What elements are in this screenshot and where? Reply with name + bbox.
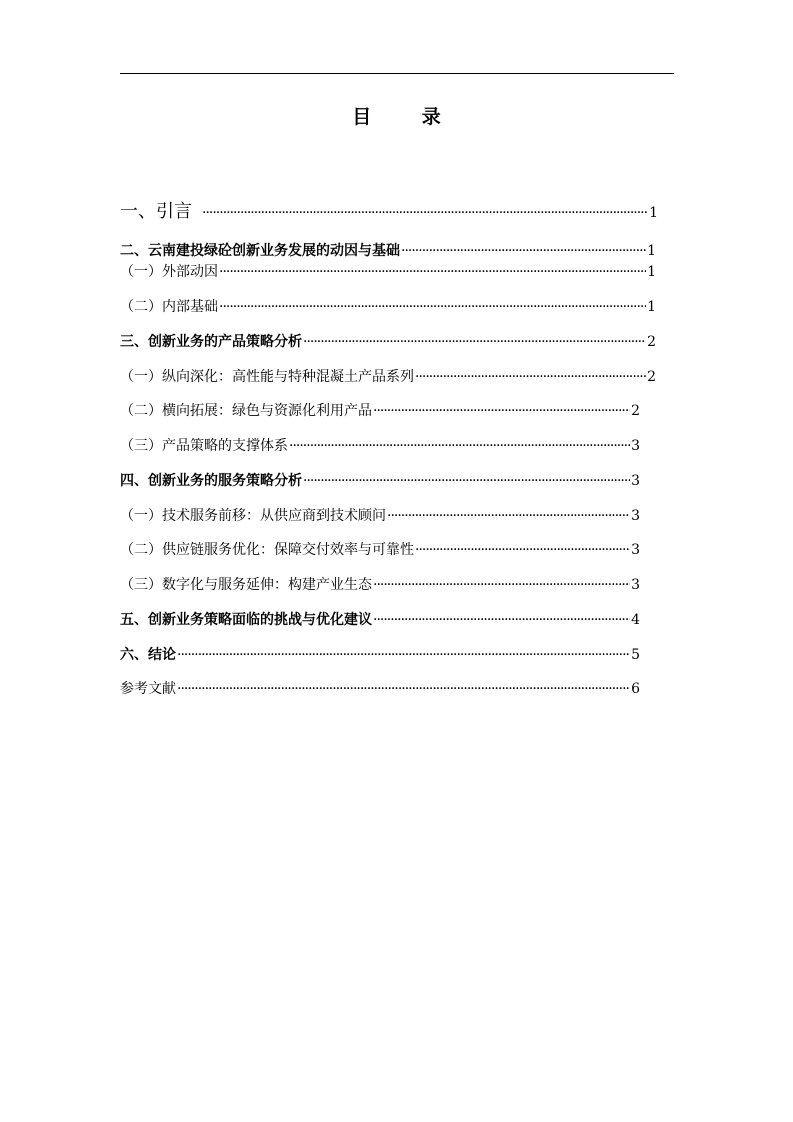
toc-entry-text: 一、引言 <box>120 201 192 222</box>
toc-entry-section-2[interactable] <box>120 241 656 261</box>
toc-page-number: 6 <box>631 681 640 697</box>
dot-leader <box>177 645 630 665</box>
dot-leader <box>373 575 630 595</box>
toc-entry-section-3[interactable] <box>120 332 656 352</box>
toc-page-number: 2 <box>647 334 656 350</box>
toc-page-number: 3 <box>631 473 640 489</box>
toc-entry-section-2-1[interactable] <box>120 262 656 282</box>
dot-leader <box>387 506 630 526</box>
toc-page-number: 3 <box>631 542 640 558</box>
toc-entry-section-3-1[interactable] <box>120 367 656 387</box>
toc-entry-section-4-2[interactable] <box>120 540 640 560</box>
dot-leader <box>373 610 630 630</box>
toc-entry-section-4-3[interactable] <box>120 575 640 595</box>
dot-leader <box>219 297 646 317</box>
dot-leader <box>303 332 646 352</box>
toc-entry-text: （三）数字化与服务延伸：构建产业生态 <box>120 577 372 593</box>
dot-leader <box>303 471 630 491</box>
toc-page-number: 2 <box>647 369 656 385</box>
dot-leader <box>219 262 646 282</box>
toc-entry-introduction[interactable] <box>120 200 658 225</box>
toc-entry-section-5[interactable] <box>120 610 640 630</box>
dot-leader <box>177 679 630 699</box>
toc-entry-text: （二）内部基础 <box>120 299 218 315</box>
toc-page-number: 1 <box>649 205 658 221</box>
toc-page-number: 3 <box>631 508 640 524</box>
toc-page-number: 1 <box>647 299 656 315</box>
toc-page-number: 3 <box>631 438 640 454</box>
toc-entry-references[interactable] <box>120 679 640 699</box>
dot-leader <box>401 241 646 261</box>
toc-entry-section-2-2[interactable] <box>120 297 656 317</box>
toc-entry-text: 参考文献 <box>120 681 176 697</box>
toc-entry-text: （二）供应链服务优化：保障交付效率与可靠性 <box>120 542 414 558</box>
toc-entry-text: 四、创新业务的服务策略分析 <box>120 473 302 489</box>
toc-entry-section-4-1[interactable] <box>120 506 640 526</box>
dot-leader <box>202 201 648 225</box>
dot-leader <box>415 367 646 387</box>
toc-page-number: 2 <box>631 403 640 419</box>
toc-entry-text: 二、云南建投绿砼创新业务发展的动因与基础 <box>120 243 400 259</box>
toc-page-number: 1 <box>647 264 656 280</box>
toc-entry-text: 六、结论 <box>120 647 176 663</box>
toc-entry-text: （一）纵向深化：高性能与特种混凝土产品系列 <box>120 369 414 385</box>
toc-entry-section-6[interactable] <box>120 645 640 665</box>
header-rule <box>120 73 674 74</box>
toc-entry-text: （一）外部动因 <box>120 264 218 280</box>
toc-entry-text: 五、创新业务策略面临的挑战与优化建议 <box>120 612 372 628</box>
toc-page-number: 3 <box>631 577 640 593</box>
toc-page-number: 1 <box>647 243 656 259</box>
toc-entry-text: （二）横向拓展：绿色与资源化利用产品 <box>120 403 372 419</box>
toc-entry-text: （一）技术服务前移：从供应商到技术顾问 <box>120 508 386 524</box>
dot-leader <box>415 540 630 560</box>
dot-leader <box>373 401 630 421</box>
toc-page-number: 5 <box>631 647 640 663</box>
toc-entry-text: （三）产品策略的支撑体系 <box>120 438 288 454</box>
toc-entry-section-3-3[interactable] <box>120 436 640 456</box>
dot-leader <box>289 436 630 456</box>
toc-entry-section-3-2[interactable] <box>120 401 640 421</box>
toc-entry-section-4[interactable] <box>120 471 640 491</box>
toc-entry-text: 三、创新业务的产品策略分析 <box>120 334 302 350</box>
toc-title: 目 录 <box>352 106 463 128</box>
toc-page-number: 4 <box>631 612 640 628</box>
